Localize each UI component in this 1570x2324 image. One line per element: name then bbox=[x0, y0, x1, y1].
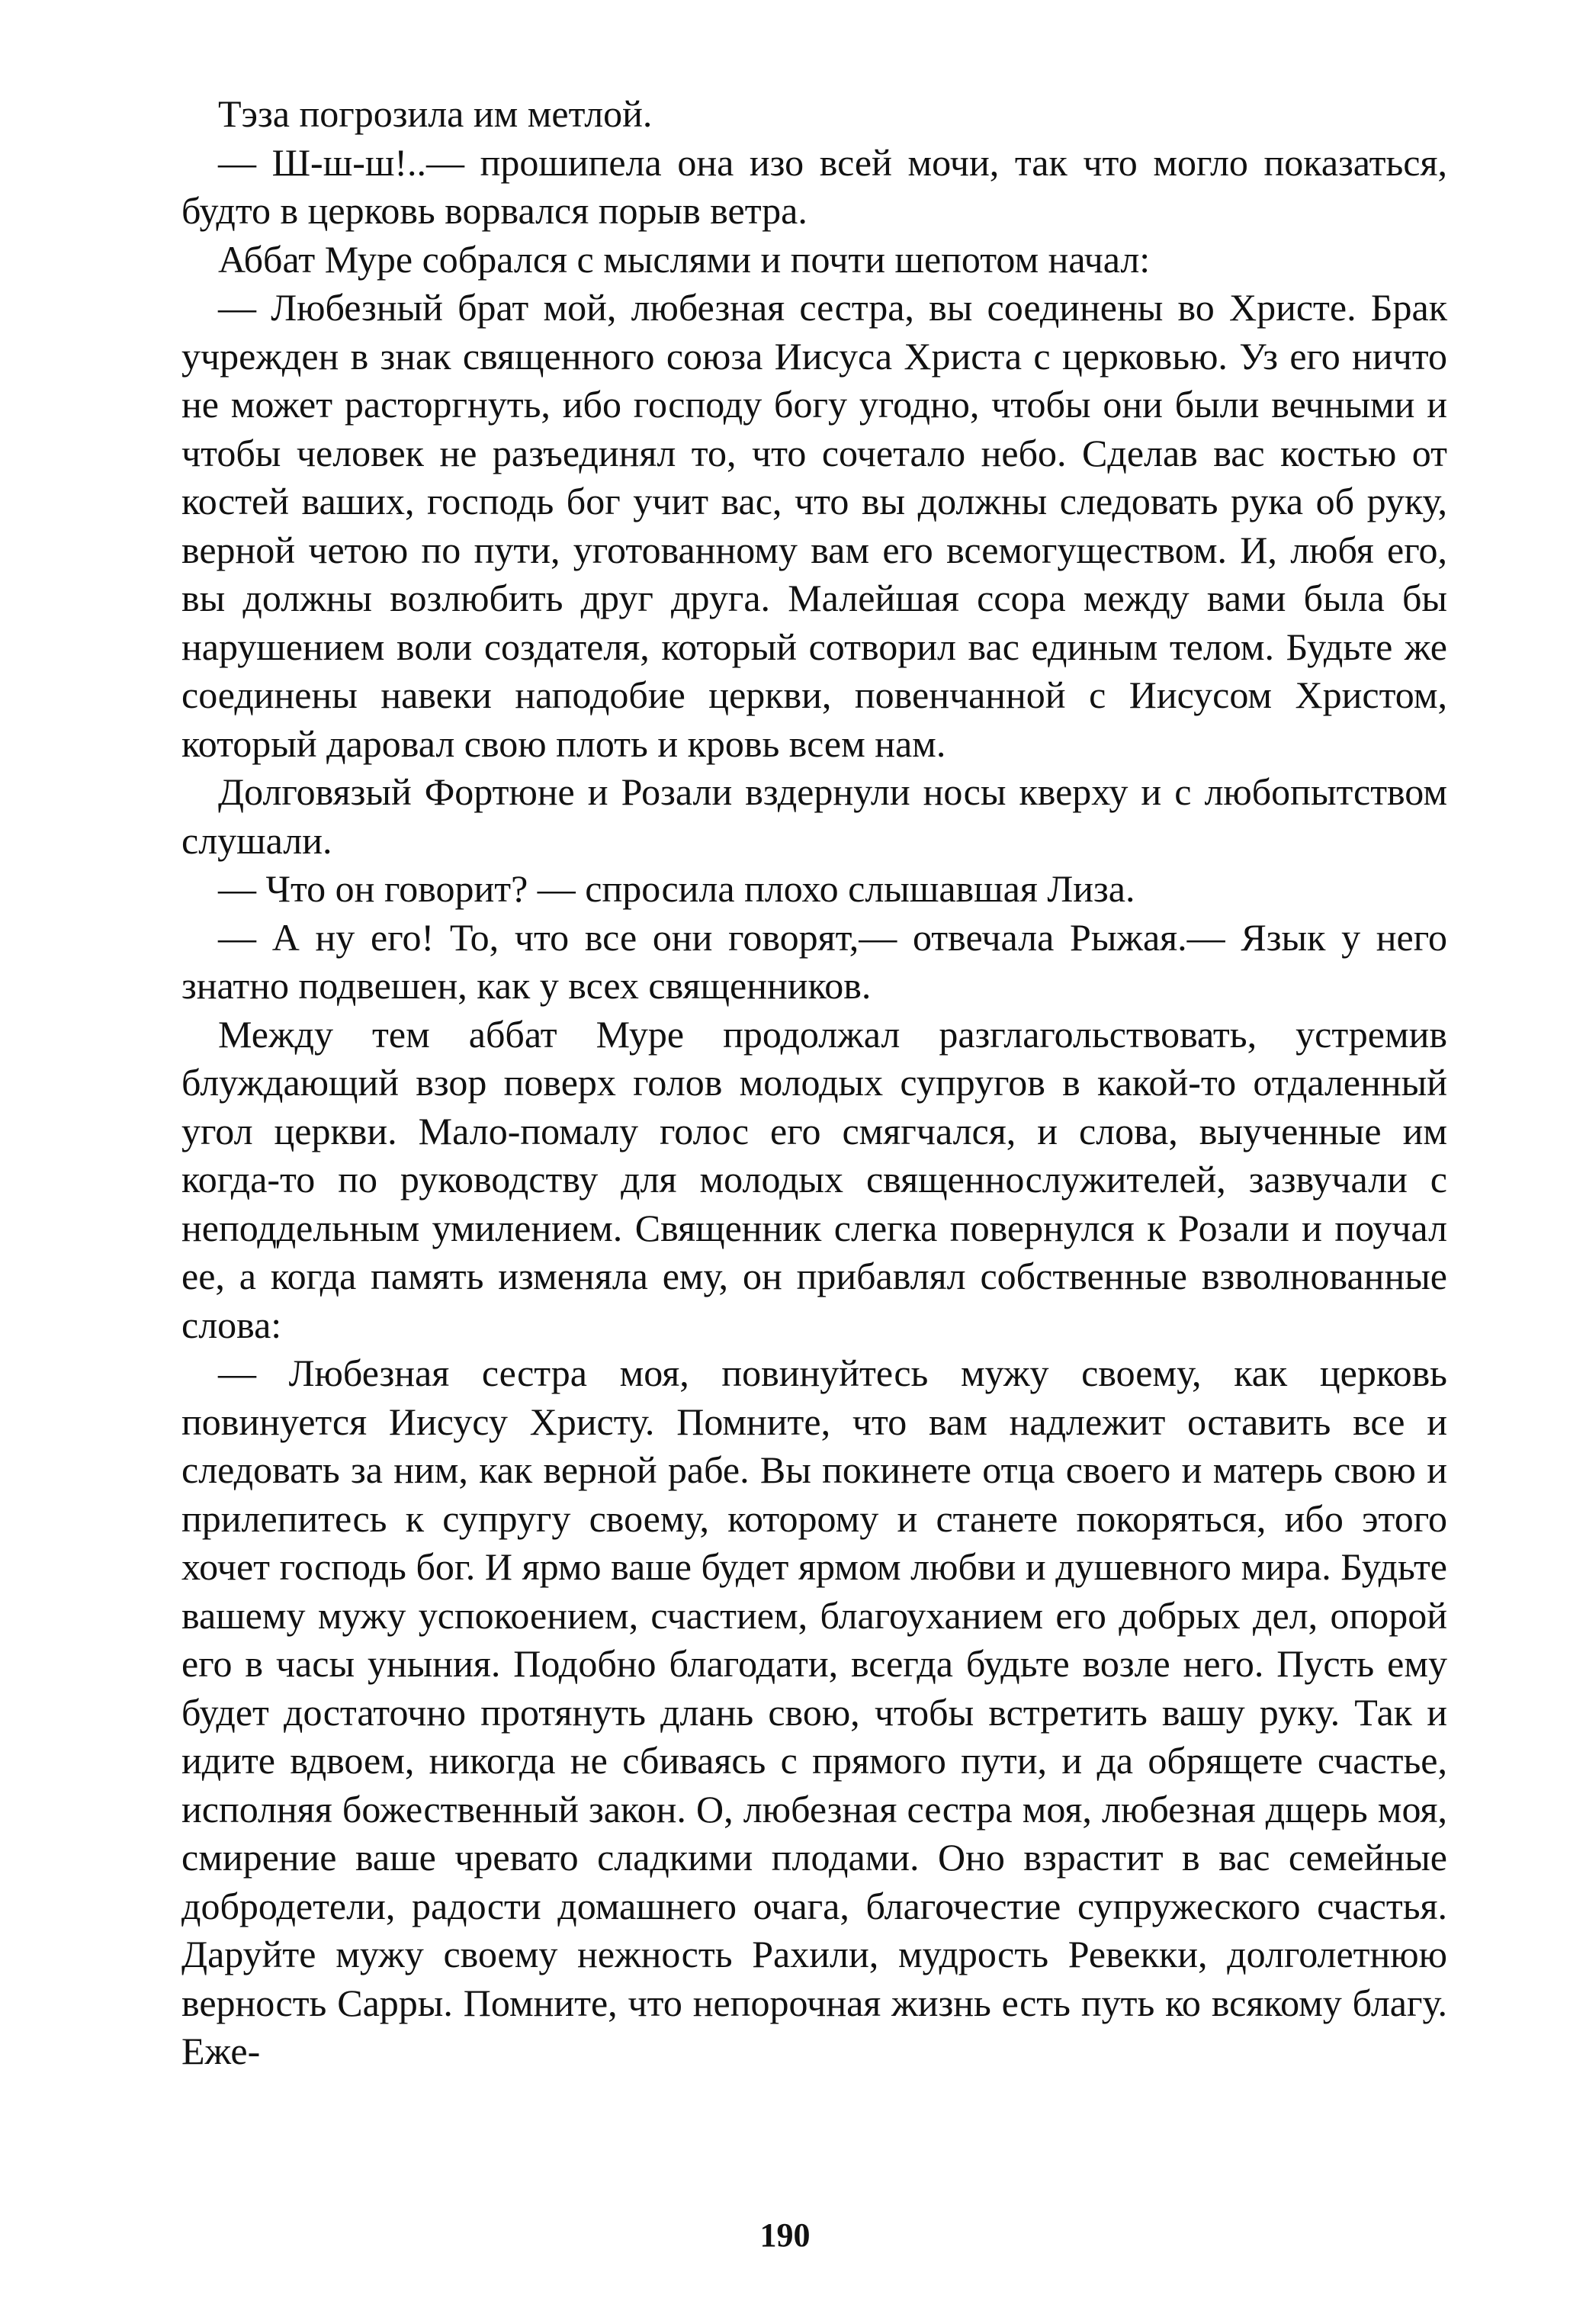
paragraph: Аббат Муре собрался с мыслями и почти шепотом начал: bbox=[218, 237, 1151, 281]
paragraph: — А ну его! То, что все они говорят,— отвечала Рыжая.— Язык у него знатно подвешен, как у всех священников. bbox=[181, 915, 1447, 1007]
paragraph: — Ш-ш-ш!..— прошипела она изо всей мочи, так что могло показаться, будто в церковь ворвался порыв ветра. bbox=[181, 140, 1447, 232]
body-text bbox=[181, 90, 1447, 2076]
paragraph: — Любезная сестра моя, повинуйтесь мужу своему, как церковь повинуется Иисусу Христу. Помните, что вам надлежит оставить все и следовать за ним, как верной рабе. Вы покинете отца своего и матерь свою и прилепитесь к супругу своему, которому и станете покоряться, ибо этого хочет господь бог. И ярмо ваше будет ярмом любви и душевного мира. Будьте вашему мужу успокоением, счастием, благоуханием его добрых дел, опорой его в часы уныния. Подобно благодати, всегда будьте возле него. Пусть ему будет достаточно протянуть длань свою, чтобы встретить вашу руку. Так и идите вдвоем, никогда не сбиваясь с прямого пути, и да обрящете счастье, исполняя божественный закон. О, любезная сестра моя, любезная дщерь моя, смирение ваше чревато сладкими плодами. Оно взрастит в вас семейные добродетели, радости домашнего очага, благочестие супружеского счастья. Даруйте мужу своему нежность Рахили, мудрость Ревекки, долголетнюю верность Сарры. Помните, что непорочная жизнь есть путь ко всякому благу. Еже- bbox=[181, 1352, 1447, 2072]
paragraph: Тэза погрозила им метлой. bbox=[218, 92, 653, 135]
paragraph: Долговязый Фортюне и Розали вздернули носы кверху и с любопытством слушали. bbox=[181, 770, 1447, 862]
paragraph: — Что он говорит? — спросила плохо слышавшая Лиза. bbox=[218, 867, 1135, 910]
paragraph: Между тем аббат Муре продолжал разглагольствовать, устремив блуждающий взор поверх голов молодых супругов в какой-то отдаленный угол церкви. Мало-помалу голос его смягчался, и слова, выученные им когда-то по руководству для молодых священнослужителей, зазвучали с неподдельным умилением. Священник слегка повернулся к Розали и поучал ее, а когда память изменяла ему, он прибавлял собственные взволнованные слова: bbox=[181, 1012, 1447, 1346]
paragraph: — Любезный брат мой, любезная сестра, вы соединены во Христе. Брак учрежден в знак священного союза Иисуса Христа с церковью. Уз его ничто не может расторгнуть, ибо господу богу угодно, чтобы они были вечными и чтобы человек не разъединял то, что сочетало небо. Сделав вас костью от костей ваших, господь бог учит вас, что вы должны следовать рука об руку, верной четою по пути, уготованному вам его всемогуществом. И, любя его, вы должны возлюбить друг друга. Малейшая ссора между вами была бы нарушением воли создателя, который сотворил вас единым телом. Будьте же соединены навеки наподобие церкви, повенчанной с Иисусом Христом, который даровал свою плоть и кровь всем нам. bbox=[181, 286, 1447, 765]
page-number: 190 bbox=[759, 2216, 811, 2254]
